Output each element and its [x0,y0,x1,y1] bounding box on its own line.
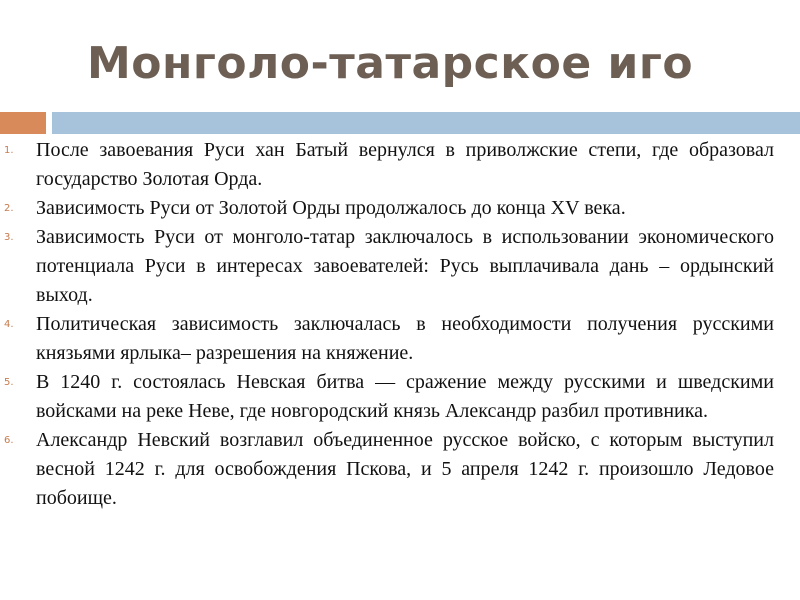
list-item [4,136,774,194]
list-number: 2. [4,203,14,214]
list-item [4,194,774,223]
list-text: Политическая зависимость заключалась в необходимости получения русскими князьями ярлыка– разрешения на княжение. [36,313,774,364]
list-number: 1. [4,145,14,156]
list-item [4,310,774,368]
list-number: 5. [4,377,14,388]
list-item [4,426,774,513]
accent-bar-orange [0,112,46,134]
list-text: Александр Невский возглавил объединенное русское войско, с которым выступил весной 1242 г. для освобождения Пскова, и 5 апреля 1242 г. произошло Ледовое побоище. [36,429,774,509]
list-number: 6. [4,435,14,446]
list-text: В 1240 г. состоялась Невская битва — сражение между русскими и шведскими войсками на реке Неве, где новгородский князь Александр разбил противника. [36,371,774,422]
slide-title: Монголо-татарское иго [86,38,694,89]
bullet-list [4,136,774,513]
list-text: Зависимость Руси от Золотой Орды продолжалось до конца XV века. [36,197,626,219]
list-number: 4. [4,319,14,330]
list-text: Зависимость Руси от монголо-татар заключалось в использовании экономического потенциала Руси в интересах завоевателей: Русь выплачивала дань – ордынский выход. [36,226,774,306]
list-text: После завоевания Руси хан Батый вернулся в приволжские степи, где образовал государство Золотая Орда. [36,139,774,190]
accent-bar-blue [52,112,800,134]
list-item [4,223,774,310]
list-number: 3. [4,232,14,243]
list-item [4,368,774,426]
